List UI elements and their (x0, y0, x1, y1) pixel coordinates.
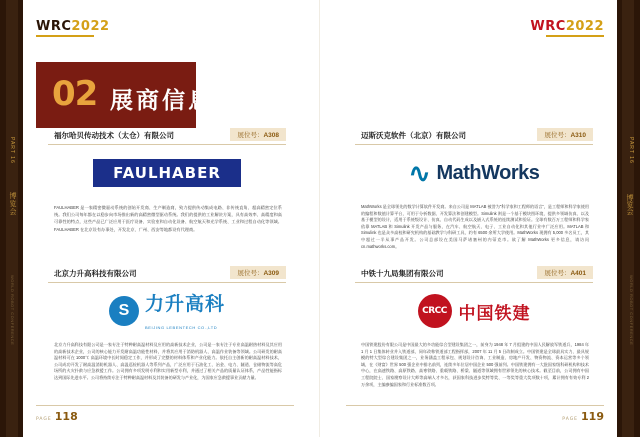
lisheng-logo-group (109, 289, 225, 334)
exhibitor-description: 北京力升高科技有限公司是一家专注于特种耐高温材料及应用的高新技术企业，公司是一家专注于专业高温耐热材料及其应用的高新技术企业，公司的核心能力开发耐高温功能性材料，并将其应用于消防机器人、高温作业装备等领域。公司研发的耐高温材料可在 1000℃ 高温环境中长时间稳定工作，并形成了完整的材料体系和产业化能力。依托自主创新的耐高温材料技术，公司成功开发了耐高温消防机器人、高温巡检机器人等系列产品，广泛应用于石油化工、冶金、电力、隧道、仓储物流等高危场所的火灾扑救与应急救援工作。公司拥有多项发明专利和实用新型专利，并通过了相关产品的质量认证体系，产品性能指标达到国际先进水平。公司将持续专注于特种耐高温材料及其装备的研发与产业化，为国家应急救援事业贡献力量。 (54, 342, 282, 380)
page-label-right: PAGE (562, 417, 579, 422)
mathworks-wave-icon: ∿ (408, 158, 431, 188)
exhibitor-card (48, 268, 286, 380)
exhibitor-name: 福尔哈贝传动技术（太仓）有限公司 (54, 131, 174, 140)
brand-underline-left (36, 35, 94, 37)
lisheng-logo-textblock (145, 289, 225, 334)
exhibitor-name: 中铁十九局集团有限公司 (361, 269, 444, 278)
exhibitor-description: MathWorks 是全球领先的数学计算软件开发商。来自公司是 MATLAB 被誉为“科学家和工程师的语言”，是工程师和科学家使用的编程和数值计算平台，可用于分析数据、开发算法和创建模型。Simulink 则是一个基于模块图环境，提供多领域仿真、以及基于模型的设计，适用于系统级设计、仿真、自动代码生成以及嵌入式系统的连续测试和验证。全球有数百万工程师和科学家依靠 MATLAB 和 Simulink 开发产品与服务，在汽车、航空航天、电子、工业自动化和其他行业中广泛应用。MATLAB 和 Simulink 也是众多高校和研究机构的基础教学与科研工具，约有 6500 余所大学使用。MathWorks 现拥有 5,000 多名员工，其中超过一半从事产品开发。公司总部设在美国马萨诸塞州的内蒂克市。欲了解 MathWorks 更多信息，请访问 cn.mathworks.com。 (361, 204, 589, 249)
left-side-tab-subtitle: WORLD ROBOT CONFERENCE (10, 274, 15, 346)
booth-number: A401 (570, 270, 586, 277)
page-number-left-value: 118 (54, 410, 78, 423)
booth-badge (537, 266, 593, 279)
brand-year-left: 2022 (71, 19, 110, 34)
exhibitor-description: 中国铁建股份有限公司是中国最大的多功能综合型建设集团之一，前身为 1948 年 7 月组建的中国人民解放军铁道兵，1984 年 1 月 1 日集体转业并入铁道部，同年改称铁道部工程指挥部，2007 年 11 月 5 日改制成立。中国铁建是全球最具实力、最具规模的特大型综合建设集团之一，业务涵盖工程承包、规划设计咨询、工业制造、房地产开发、物资物流、资本运营等多个领域，在《财富》世界 500 强企业中排名前列，连续多年位居中国企业 500 强前列。中国铁建拥有一大批国家级科研机构和技术中心，在高速铁路、高原铁路、高寒铁路、重载铁路、桥梁、隧道等领域拥有世界领先的核心技术。截至目前，公司拥有中国工程院院士、国家勘察设计大师等高端人才多名，获国家科技进步奖特等奖、一等奖等重大奖项数十项，累计拥有有效专利 2 万余项，主编参编国家和行业标准数百项。 (361, 342, 589, 387)
booth-number: A309 (263, 270, 279, 277)
booth-label: 展位号： (544, 270, 571, 277)
brand-wrc-left: WRC (36, 19, 72, 34)
brand-underline-right (546, 35, 604, 37)
faulhaber-logo-text: FAULHABER (93, 159, 241, 187)
page-title: 展商信息 (110, 87, 214, 113)
faulhaber-logo (54, 150, 280, 196)
brand-wrc-right: WRC (530, 19, 566, 34)
right-side-tab-subtitle: WORLD ROBOT CONFERENCE (629, 274, 634, 346)
section-number: 02 (52, 74, 98, 114)
crcc-badge-icon: CRCC (418, 294, 452, 328)
left-side-tab-title: 博览会 (9, 192, 16, 216)
page-number-right (562, 410, 604, 423)
exhibitor-name: 迈斯沃克软件（北京）有限公司 (361, 131, 466, 140)
booth-badge (230, 266, 286, 279)
lisheng-logo-text: 力升高科 (144, 293, 225, 315)
page-label-left: PAGE (36, 417, 52, 422)
crcc-logo-group (418, 294, 531, 328)
exhibitor-description: FAULHABER 是一家精密微驱动系统的创始开发商、生产制造商，致力提供传动集成电路、非传统直角、超高精密定位系统。我们公司每年都在以稳步向市场推出新的高精密微型驱动系统。我们的提供的工业解决方案，具有高效率、高精度和高可靠性的特点，这些产品已广泛应用于医疗设备、实验室和自动化设备、航空航天和光学系统、工业和过程自动化等领域。FAULHABER 在北京设有办事处，开发北京、广州、西安等地都设有代理商。 (54, 205, 282, 232)
mathworks-logo-text: MathWorks (436, 161, 540, 184)
exhibitor-card (355, 268, 593, 387)
booth-label: 展位号： (544, 132, 571, 139)
card-divider (48, 144, 286, 145)
mathworks-logo-group (408, 158, 540, 188)
crcc-logo-text: 中国铁建 (458, 303, 531, 323)
exhibitor-card-header (48, 130, 286, 146)
exhibitor-card-header (355, 130, 593, 146)
crcc-logo (361, 288, 587, 334)
brand-year-right: 2022 (565, 19, 604, 34)
exhibitor-name: 北京力升高科技有限公司 (54, 269, 137, 278)
booth-number: A310 (570, 132, 586, 139)
right-side-tab-title: 博览会 (626, 193, 633, 215)
booth-label: 展位号： (237, 270, 264, 277)
left-side-tab-part: PART 16 (9, 136, 15, 164)
lisheng-logo (54, 288, 280, 334)
brand-logo-left (36, 19, 110, 34)
card-divider (48, 282, 286, 283)
footer-divider-right (346, 405, 604, 406)
exhibitor-card (48, 130, 286, 232)
exhibitor-card (355, 130, 593, 249)
brand-logo-right (530, 19, 604, 34)
footer-divider-left (36, 405, 294, 406)
lisheng-logo-subtext: BEIJING LEBENTECH CO.,LTD (144, 324, 218, 330)
mathworks-logo (361, 150, 587, 196)
page-center-seam (319, 0, 320, 437)
lisheng-mark-icon: S (109, 296, 139, 326)
right-side-tab-part: PART 16 (628, 136, 634, 164)
exhibitor-card-header (48, 268, 286, 284)
exhibitor-card-header (355, 268, 593, 284)
booth-badge (230, 128, 286, 141)
booth-label: 展位号： (237, 132, 264, 139)
page-number-left (36, 410, 78, 423)
card-divider (355, 144, 593, 145)
booth-number: A308 (263, 132, 279, 139)
page-number-right-value: 119 (581, 410, 604, 423)
card-divider (355, 282, 593, 283)
booth-badge (537, 128, 593, 141)
